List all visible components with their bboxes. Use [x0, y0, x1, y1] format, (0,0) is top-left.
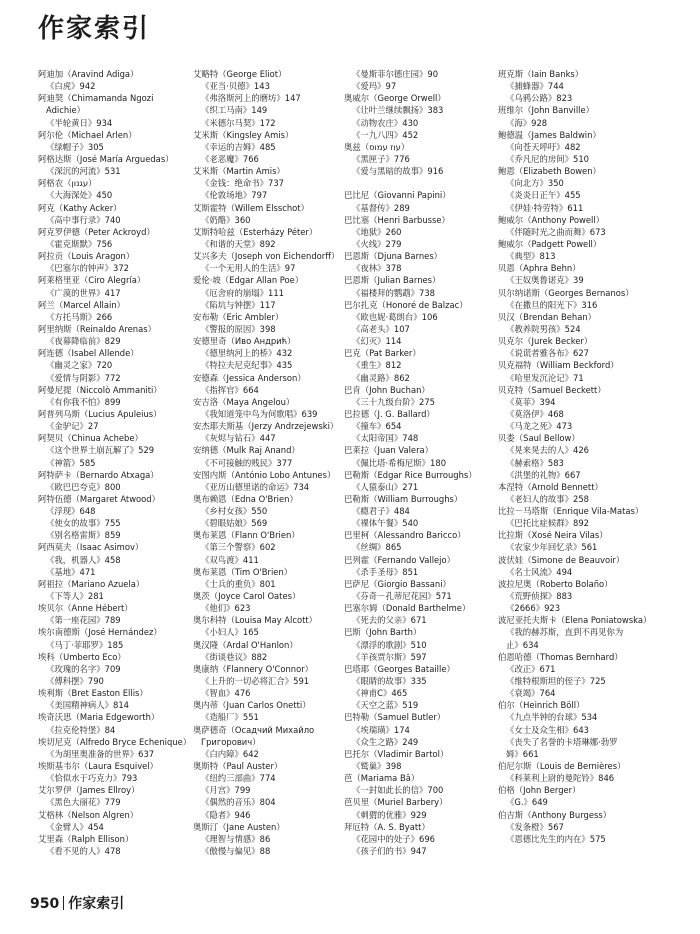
index-title-entry: 《看不见的人》478: [46, 846, 121, 856]
index-author-entry: 鲍威尔（Padgett Powell）: [498, 238, 602, 249]
index-author-entry: 贝克尔（Jurek Becker）: [498, 336, 593, 347]
index-author-entry: 安布勒（Eric Ambler）: [193, 311, 284, 322]
index-author-entry: 奥威尔（George Orwell）: [344, 93, 446, 104]
index-title-entry: 《天空之蓝》519: [352, 700, 419, 711]
index-title-entry: 《神箭》585: [46, 457, 96, 468]
index-title-entry: 《福楼拜的鹦鹉》738: [352, 287, 435, 298]
index-author-entry: 伯尼尔斯（Louis de Bernières）: [498, 761, 626, 772]
index-author-entry: 安杰耶夫斯基（Jerzy Andrzejewski）: [193, 421, 339, 432]
index-title-entry: 《重生》812: [352, 360, 402, 371]
index-title-entry: 《教养院男孩》524: [506, 323, 581, 334]
index-title-entry: 《瘾君子》484: [352, 506, 410, 517]
index-author-entry: 阿西莫夫（Isaac Asimov）: [38, 542, 144, 553]
index-author-entry: 本涅特（Arnold Bennett）: [498, 481, 603, 492]
index-title-entry: 《警报的原因》398: [201, 323, 276, 334]
index-author-entry: 巴塞尔姆（Donald Barthelme）: [344, 603, 471, 614]
index-title-entry: 《灰烬与钻石》447: [201, 433, 276, 444]
index-author-entry: 巴恩斯（Julian Barnes）: [344, 275, 441, 286]
index-title-entry: 《老恶魔》766: [201, 153, 259, 164]
index-title-entry: 《一九八四》452: [352, 129, 419, 140]
index-title-entry: Григорович）: [201, 736, 261, 747]
index-title-entry: 《玫瑰的名字》709: [46, 663, 121, 674]
index-title-entry: 《幽灵之家》720: [46, 360, 113, 371]
index-title-entry: 《不可接触的贱民》377: [201, 457, 293, 468]
index-author-entry: 巴肯（John Buchan）: [344, 384, 430, 395]
index-title-entry: 《特拉夫尼克纪事》435: [201, 360, 293, 371]
index-title-entry: 《在撒旦的阳光下》316: [506, 299, 598, 310]
index-author-entry: 阿连德（Isabel Allende）: [38, 348, 139, 359]
index-author-entry: 安德森（Jessica Anderson）: [193, 372, 306, 383]
index-title-entry: 《高中事行录》740: [46, 214, 121, 225]
index-author-entry: 巴萨尼（Giorgio Bassani）: [344, 578, 451, 589]
index-author-entry: 埃斯基韦尔（Laura Esquivel）: [38, 761, 159, 772]
index-author-entry: 贝恩（Aphra Behn）: [498, 263, 581, 274]
index-author-entry: 巴尔扎克（Honoré de Balzac）: [344, 299, 468, 310]
index-title-entry: 《黑匣子》776: [352, 153, 410, 164]
index-title-entry: 《死去的父亲》671: [352, 615, 427, 626]
index-title-entry: 《马丁·菲耶罗》185: [46, 639, 124, 650]
index-author-entry: 艾兴多夫（Joseph von Eichendorff）: [193, 251, 340, 262]
index-title-entry: 止》634: [506, 639, 539, 650]
index-title-entry: 《半轮黄日》934: [46, 117, 113, 128]
index-author-entry: 巴比尼（Giovanni Papini）: [344, 190, 451, 201]
index-title-entry: 《捕蜂器》744: [506, 81, 564, 92]
index-author-entry: 安吉洛（Maya Angelou）: [193, 396, 295, 407]
index-author-entry: 埃贝尔（Anne Hébert）: [38, 603, 133, 614]
index-author-entry: 奥斯特（Paul Auster）: [193, 761, 283, 772]
index-title-entry: 《小妇人》165: [201, 627, 259, 638]
index-title-entry: 《说谎者雅各布》627: [506, 348, 589, 359]
index-author-entry: 奥布莱恩（Flann O'Brien）: [193, 530, 300, 541]
index-author-entry: 奥萨德奇（Осадчий Михайло: [193, 724, 315, 735]
index-author-entry: 巴里柯（Alessandro Baricco）: [344, 530, 466, 541]
index-title-entry: 《隐者》946: [201, 809, 251, 820]
index-author-entry: 埃利斯（Bret Easton Ellis）: [38, 688, 148, 699]
index-title-entry: 《有你我不怕》899: [46, 396, 121, 407]
index-title-entry: 《2666》923: [506, 603, 561, 614]
index-title-entry: 《造船厂》551: [201, 712, 259, 723]
index-author-entry: 阿普列乌斯（Lucius Apuleius）: [38, 408, 162, 419]
index-column-4: [498, 68, 658, 845]
index-author-entry: 伯恩哈德（Thomas Bernhard）: [498, 651, 623, 662]
index-author-entry: 巴塔耶（Georges Bataille）: [344, 663, 455, 674]
index-author-entry: 艾里森（Ralph Ellison）: [38, 833, 134, 844]
index-title-entry: 《碧眼姑娘》569: [201, 518, 268, 529]
footer-divider: [63, 896, 64, 910]
index-title-entry: 《为胡里奥准备的世界》637: [46, 748, 155, 759]
index-author-entry: 阿克罗伊德（Peter Ackroyd）: [38, 226, 155, 237]
index-author-entry: 芭贝里（Muriel Barbery）: [344, 797, 448, 808]
index-author-entry: 艾格林（Nelson Algren）: [38, 809, 139, 820]
index-author-entry: 阿曼尼提（Niccolò Ammaniti）: [38, 384, 162, 395]
index-title-entry: 《伊娃·特劳特》611: [506, 202, 584, 213]
index-author-entry: 伯吉斯（Anthony Burgess）: [498, 809, 612, 820]
index-author-entry: 巴托尔（Vladimir Bartol）: [344, 748, 449, 759]
index-author-entry: 阿特伍德（Margaret Atwood）: [38, 493, 160, 504]
index-author-entry: 巴斯（John Barth）: [344, 627, 422, 638]
index-author-entry: 阿契贝（Chinua Achebe）: [38, 433, 143, 444]
index-title-entry: 《曼斯菲尔德庄园》90: [352, 69, 439, 79]
index-title-entry: 《大海深处》450: [46, 190, 113, 201]
index-title-entry: 《鹫巢》398: [352, 761, 402, 772]
index-author-entry: 波尼亚托夫斯卡（Elena Poniatowska）: [498, 615, 652, 626]
index-author-entry: 艾米斯（Kingsley Amis）: [193, 129, 294, 140]
index-title-entry: 《双鸟渡》411: [201, 554, 259, 565]
index-title-entry: 《孩子们的书》947: [352, 846, 427, 856]
index-title-entry: 《霍克斯默》756: [46, 238, 113, 249]
index-author-entry: 班克斯（Iain Banks）: [498, 69, 584, 79]
index-title-entry: 《花园中的处子》696: [352, 833, 435, 844]
index-author-entry: 埃尔南德斯（José Hernández）: [38, 627, 162, 638]
index-author-entry: 拜厄特（A. S. Byatt）: [344, 821, 430, 832]
index-author-entry: 班维尔（John Banville）: [498, 105, 595, 116]
index-author-entry: 爱伦·坡（Edgar Allan Poe）: [193, 275, 304, 286]
index-author-entry: 阿克（Kathy Acker）: [38, 202, 122, 213]
index-author-entry: 巴列霍（Fernando Vallejo）: [344, 554, 455, 565]
index-author-entry: 奥斯汀（Jane Austen）: [193, 821, 285, 832]
index-title-entry: 《我知道笼中鸟为何歌唱》639: [201, 408, 318, 419]
index-title-entry: 《亚历山德里诺的命运》734: [201, 481, 310, 492]
index-title-entry: 《爱玛》97: [352, 81, 397, 92]
index-author-entry: 艾米斯（Martin Amis）: [193, 166, 285, 177]
index-title-entry: 《九点半钟的台球》534: [506, 712, 598, 723]
index-title-entry: 《恩德比先生的内在》575: [506, 833, 606, 844]
index-author-entry: 阿拉贡（Louis Aragon）: [38, 251, 135, 262]
index-author-entry: 鲍恩（Elizabeth Bowen）: [498, 166, 601, 177]
index-title-entry: 《基督传》289: [352, 202, 410, 213]
index-title-entry: 《米德尔马契》172: [201, 117, 276, 128]
index-author-entry: 比拉－马塔斯（Enrique Vila-Matas）: [498, 506, 644, 517]
index-title-entry: 《街谈巷议》882: [201, 651, 268, 662]
index-author-entry: 阿迪加（Aravind Adiga）: [38, 69, 139, 79]
index-author-entry: 艾斯特哈兹（Esterházy Péter）: [193, 226, 318, 237]
index-author-entry: 巴勒斯（William Burroughs）: [344, 493, 463, 504]
index-title-entry: 《动物农庄》430: [352, 117, 419, 128]
index-title-entry: 《丧失了名誉的卡塔琳娜·勃罗: [506, 736, 618, 747]
index-title-entry: 《伦敦场地》797: [201, 190, 268, 201]
index-title-entry: 《白内障》642: [201, 748, 259, 759]
index-author-entry: 奥汉隆（Ardal O'Hanlon）: [193, 639, 298, 650]
index-title-entry: 《和谐的天堂》892: [201, 238, 276, 249]
index-author-entry: 阿迪契（Chimamanda Ngozi: [38, 93, 154, 104]
index-author-entry: 阿格达斯（José María Arguedas）: [38, 153, 174, 164]
index-title-entry: 《我，机器人》458: [46, 554, 121, 565]
index-author-entry: 巴勒斯（Edgar Rice Burroughs）: [344, 469, 477, 480]
index-title-entry: 《深沉的河流》531: [46, 166, 121, 177]
index-title-entry: 《莫菲》394: [506, 396, 556, 407]
index-title-entry: 《典型》813: [506, 251, 556, 262]
index-author-entry: 奥布莱恩（Tim O'Brien）: [193, 566, 293, 577]
index-column-1: [38, 68, 198, 857]
index-title-entry: 《奶酪》360: [201, 214, 251, 225]
index-title-entry: 《乌鸦公路》823: [506, 93, 573, 104]
index-author-entry: 阿里纳斯（Reinaldo Arenas）: [38, 323, 156, 334]
index-author-entry: 贝克特（Samuel Beckett）: [498, 384, 606, 395]
index-column-2: [193, 68, 353, 857]
index-title-entry: 《我的赫苏斯，直到不再见你为: [506, 627, 624, 638]
index-title-entry: 《巴塞尔的钟声》372: [46, 263, 129, 274]
index-title-entry: 《洪堡的礼物》667: [506, 469, 581, 480]
index-author-entry: 巴比塞（Henri Barbusse）: [344, 214, 450, 225]
index-title-entry: 《晃来晃去的人》426: [506, 445, 589, 456]
index-title-entry: 《丝绸》865: [352, 542, 402, 553]
index-title-entry: 《他们》623: [201, 603, 251, 614]
index-author-entry: 阿兰（Marcel Allain）: [38, 299, 126, 310]
index-title-entry: 《向苍天呼吁》482: [506, 141, 581, 152]
index-title-entry: 《偶然的音乐》804: [201, 797, 276, 808]
index-title-entry: 《欧也妮·葛朗台》106: [352, 311, 438, 322]
index-title-entry: 《幸运的吉姆》485: [201, 141, 276, 152]
index-title-entry: 《乡村女孩》550: [201, 506, 268, 517]
index-author-entry: 阿特萨卡（Bernardo Atxaga）: [38, 469, 159, 480]
index-author-entry: 奥布赖恩（Edna O'Brien）: [193, 493, 298, 504]
index-author-entry: 巴拉德（J. G. Ballard）: [344, 408, 435, 419]
index-author-entry: 波伏娃（Simone de Beauvoir）: [498, 554, 625, 565]
index-author-entry: 阿祖拉（Mariano Azuela）: [38, 578, 145, 589]
index-title-entry: 《马龙之死》473: [506, 421, 573, 432]
index-title-entry: 《黑色大丽花》779: [46, 797, 121, 808]
index-title-entry: 《科莱利上尉的曼陀铃》846: [506, 773, 615, 784]
index-title-entry: 《这个世界土崩瓦解了》529: [46, 445, 155, 456]
index-author-entry: 艾斯霍特（Willem Elsschot）: [193, 202, 309, 213]
index-author-entry: 芭（Mariama Bâ）: [344, 773, 420, 784]
index-title-entry: 《厄舍府的崩塌》111: [201, 287, 284, 298]
index-title-entry: 《金臂人》454: [46, 821, 104, 832]
index-title-entry: 《神甫C》465: [352, 688, 408, 699]
index-author-entry: 埃奇沃思（Maria Edgeworth）: [38, 712, 160, 723]
index-title-entry: 《荒野侦探》883: [506, 591, 573, 602]
index-title-entry: 《王奴奥鲁诺克》39: [506, 275, 584, 286]
index-title-entry: 《夜幕降临前》829: [46, 336, 121, 347]
index-author-entry: 波拉尼奥（Roberto Bolaño）: [498, 578, 613, 589]
index-title-entry: 《芬奇－孔蒂尼花园》571: [352, 591, 452, 602]
index-title-entry: 《乔凡尼的房间》510: [506, 153, 589, 164]
index-title-entry: 《太阳帝国》748: [352, 433, 419, 444]
index-title-entry: 《让叶兰继续飘扬》383: [352, 105, 444, 116]
index-title-entry: 《改正》671: [506, 663, 556, 674]
index-title-entry: 《拉克伦特堡》84: [46, 724, 116, 735]
index-author-entry: 贝汉（Brendan Behan）: [498, 311, 597, 322]
index-title-entry: 《莫洛伊》468: [506, 408, 564, 419]
index-author-entry: [344, 177, 504, 189]
index-title-entry: 《浮现》648: [46, 506, 96, 517]
index-title-entry: 《人猿泰山》271: [352, 481, 419, 492]
index-title-entry: 《火线》279: [352, 238, 402, 249]
index-title-entry: 《绿帽子》305: [46, 141, 104, 152]
index-title-entry: 《裸体午餐》540: [352, 518, 419, 529]
index-title-entry: 《方托马斯》266: [46, 311, 113, 322]
index-title-entry: 《羊孩贾尔斯》597: [352, 651, 427, 662]
footer-title: 作家索引: [68, 896, 125, 912]
page-number: 950: [30, 896, 60, 912]
index-author-entry: 奥尔科特（Louisa May Alcott）: [193, 615, 318, 626]
index-author-entry: 贝娄（Saul Bellow）: [498, 433, 580, 444]
index-title-entry: 《撞车》654: [352, 421, 402, 432]
index-title-entry: 《埃瑞璜》174: [352, 724, 410, 735]
index-author-entry: 鲍德温（James Baldwin）: [498, 129, 601, 140]
index-author-entry: 贝克福特（William Beckford）: [498, 360, 619, 371]
index-title-entry: 《佩比塔·希梅尼斯》180: [352, 457, 447, 468]
index-title-entry: 《炎炎日正午》455: [506, 190, 581, 201]
index-title-entry: 《地狱》260: [352, 226, 402, 237]
index-title-entry: 《农家少年回忆录》561: [506, 542, 598, 553]
index-author-entry: 奥茨（Joyce Carol Oates）: [193, 591, 301, 602]
index-title-entry: 《伴随时光之曲而舞》673: [506, 226, 606, 237]
index-title-entry: 《指挥官》664: [201, 384, 259, 395]
index-title-entry: 《名士风流》494: [506, 566, 573, 577]
index-author-entry: 奥兹（עוז עמוס）: [344, 141, 410, 152]
index-title-entry: 《众生之路》249: [352, 736, 419, 747]
index-title-entry: 《傅科摆》790: [46, 676, 104, 687]
index-title-entry: 《弗洛斯河上的磨坊》147: [201, 93, 301, 104]
index-author-entry: 阿莱格里亚（Ciro Alegría）: [38, 275, 146, 286]
index-title-entry: 《赫索格》583: [506, 457, 564, 468]
index-author-entry: 安纳德（Mulk Raj Anand）: [193, 445, 300, 456]
index-title-entry: 《金驴记》27: [46, 421, 99, 432]
index-author-entry: 安图内斯（António Lobo Antunes）: [193, 469, 336, 480]
index-author-entry: 贝尔纳诺斯（Georges Bernanos）: [498, 287, 634, 298]
index-title-entry: 《刺猬的优雅》929: [352, 809, 427, 820]
index-author-entry: 巴克（Pat Barker）: [344, 348, 421, 359]
index-title-entry: 《向北方》350: [506, 178, 564, 189]
index-title-entry: 《使女的故事》755: [46, 518, 121, 529]
page-title: 作家索引: [38, 14, 151, 44]
index-title-entry: 《织工马南》149: [201, 105, 268, 116]
index-title-entry: 《智血》476: [201, 688, 251, 699]
index-author-entry: 伯尔（Heinrich Böll）: [498, 700, 585, 711]
index-title-entry: 《杀手圣母》851: [352, 566, 419, 577]
index-title-entry: 《傲慢与偏见》88: [201, 846, 271, 856]
index-title-entry: 《哈里发沉沦记》71: [506, 372, 584, 383]
index-title-entry: 《幻灭》114: [352, 336, 402, 347]
index-author-entry: 奥康纳（Flannery O'Connor）: [193, 663, 314, 674]
index-author-entry: 巴特勒（Samuel Butler）: [344, 712, 446, 723]
index-title-entry: 《高老头》107: [352, 323, 410, 334]
index-author-entry: 埃科（Umberto Eco）: [38, 651, 126, 662]
index-title-entry: 《幽灵路》862: [352, 372, 410, 383]
index-title-entry: 《女士及众生相》643: [506, 724, 589, 735]
index-title-entry: 《第一座花园》789: [46, 615, 121, 626]
index-title-entry: 《老妇人的故事》258: [506, 493, 589, 504]
index-author-entry: 艾尔罗伊（James Ellroy）: [38, 785, 140, 796]
index-author-entry: 奥内蒂（Juan Carlos Onetti）: [193, 700, 311, 711]
index-author-entry: 比拉斯（Xosé Neira Vilas）: [498, 530, 608, 541]
index-author-entry: 伯格（John Berger）: [498, 785, 581, 796]
index-title-entry: Adichie）: [46, 105, 85, 116]
index-author-entry: 阿尔伦（Michael Arlen）: [38, 129, 137, 140]
index-title-entry: 《海》928: [506, 117, 548, 128]
index-author-entry: 安德里奇（Иво Андрић）: [193, 336, 296, 347]
index-title-entry: 《一封如此长的信》700: [352, 785, 444, 796]
index-author-entry: 埃切尼克（Alfredo Bryce Echenique）: [38, 736, 192, 747]
index-title-entry: 《欧巴巴夸克》800: [46, 481, 121, 492]
page-footer: [30, 893, 124, 913]
index-title-entry: 《恰似水于巧克力》793: [46, 773, 138, 784]
index-title-entry: 《三十九级台阶》275: [352, 396, 435, 407]
index-author-entry: 艾略特（George Eliot）: [193, 69, 287, 79]
index-title-entry: 《月宫》799: [201, 785, 251, 796]
index-title-entry: 《理智与情感》86: [201, 833, 271, 844]
index-title-entry: 《漂浮的歌剧》510: [352, 639, 427, 650]
index-title-entry: 《士兵的重负》801: [201, 578, 276, 589]
index-title-entry: 《衰竭》764: [506, 688, 556, 699]
index-author-entry: 阿格农（עגנון）: [38, 178, 97, 189]
index-title-entry: 《亚当·贝德》143: [201, 81, 270, 92]
index-title-entry: 《白虎》942: [46, 81, 96, 92]
index-title-entry: 《陷坑与钟摆》117: [201, 299, 276, 310]
index-title-entry: 《德里纳河上的桥》432: [201, 348, 293, 359]
index-title-entry: 《纽约三部曲》774: [201, 773, 276, 784]
index-title-entry: 《下等人》281: [46, 591, 104, 602]
index-author-entry: 巴莱拉（Juan Valera）: [344, 445, 434, 456]
index-author-entry: 鲍威尔（Anthony Powell）: [498, 214, 605, 225]
index-column-3: [344, 68, 504, 857]
index-title-entry: 《一个无用人的生活》97: [201, 263, 296, 274]
index-author-entry: 巴恩斯（Djuna Barnes）: [344, 251, 443, 262]
index-title-entry: 《上升的一切必将汇合》591: [201, 676, 310, 687]
index-title-entry: 《眼睛的故事》335: [352, 676, 427, 687]
index-title-entry: 《发条橙》567: [506, 821, 564, 832]
index-title-entry: 《基地》471: [46, 566, 96, 577]
index-title-entry: 《第三个警察》602: [201, 542, 276, 553]
index-title-entry: 《别名格雷斯》859: [46, 530, 121, 541]
index-title-entry: 《爱与黑暗的故事》916: [352, 166, 444, 177]
index-title-entry: 《美国精神病人》814: [46, 700, 129, 711]
index-title-entry: 《爱情与阴影》772: [46, 372, 121, 383]
index-title-entry: 《广漠的世界》417: [46, 287, 121, 298]
index-title-entry: 《G.》649: [506, 797, 548, 808]
index-title-entry: 《夜林》378: [352, 263, 402, 274]
index-title-entry: 姆》661: [506, 748, 539, 759]
index-title-entry: 《金钱：绝命书》737: [201, 178, 284, 189]
index-title-entry: 《巴托比症候群》892: [506, 518, 589, 529]
index-title-entry: 《维特根斯坦的侄子》725: [506, 676, 606, 687]
